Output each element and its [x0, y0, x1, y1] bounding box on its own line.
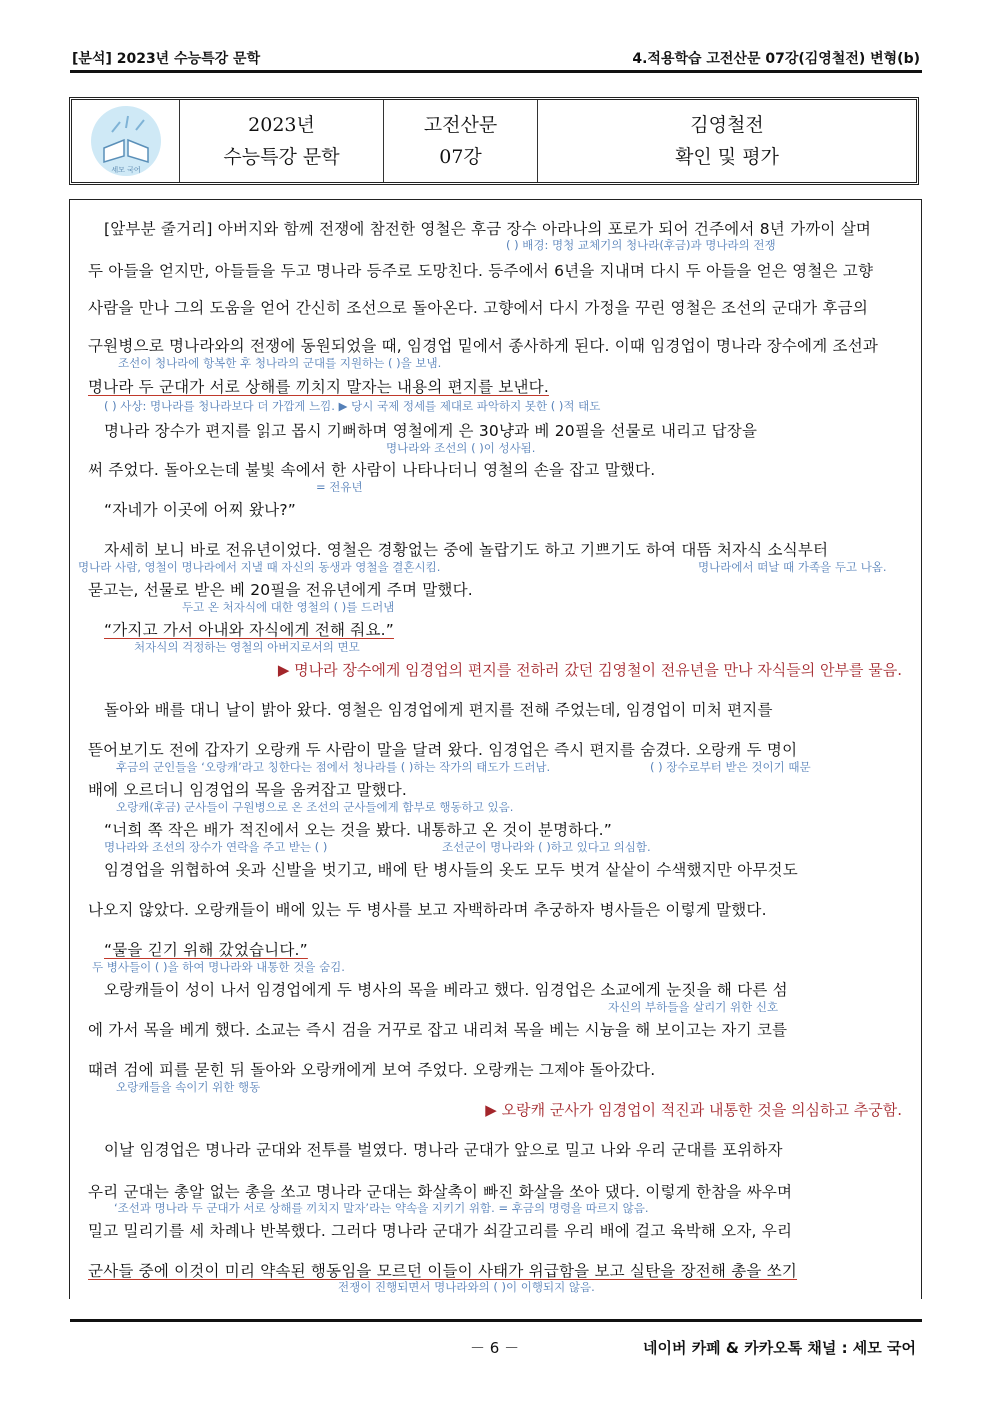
title-col-work	[538, 100, 916, 182]
title-lesson: 07강	[439, 146, 482, 168]
annotation: 두 병사들이 ( )을 하여 명나라와 내통한 것을 숨김.	[92, 960, 345, 974]
annotation: ‘조선과 명나라 두 군대가 서로 상해를 끼치지 말자’라는 약속을 지키기 위함. = 후금의 명령을 따르지 않음.	[114, 1201, 649, 1215]
passage-line: 임경업을 위협하여 옷과 신발을 벗기고, 배에 탄 병사들의 옷도 모두 벗겨 샅샅이 수색했지만 아무것도	[104, 861, 798, 879]
passage-line: “물을 긷기 위해 갔었습니다.”	[104, 941, 308, 959]
title-box	[69, 97, 919, 185]
annotation: 후금의 군인들을 ‘오랑캐’라고 칭한다는 점에서 청나라를 ( )하는 작가의 태도가 드러남.	[116, 760, 551, 774]
header-rule	[70, 70, 922, 73]
page-number: － 6 －	[470, 1339, 520, 1357]
passage-line: 나오지 않았다. 오랑캐들이 배에 있는 두 병사를 보고 자백하라며 추궁하자 병사들은 이렇게 말했다.	[88, 901, 767, 919]
passage-line: 명나라 두 군대가 서로 상해를 끼치지 말자는 내용의 편지를 보낸다.	[88, 378, 549, 396]
passage-line: 밀고 밀리기를 세 차례나 반복했다. 그러다 명나라 군대가 쇠갈고리를 우리 배에 걸고 육박해 오자, 우리	[88, 1222, 793, 1240]
annotation: 조선이 청나라에 항복한 후 청나라의 군대를 지원하는 ( )을 보냄.	[118, 356, 442, 370]
summary-1: ▶ 명나라 장수에게 임경업의 편지를 전하러 갔던 김영철이 전유년을 만나 자식들의 안부를 물음.	[277, 661, 902, 679]
passage-line: 두 아들을 얻지만, 아들들을 두고 명나라 등주로 도망친다. 등주에서 6년을 지내며 다시 두 아들을 얻은 영철은 고향	[88, 262, 874, 280]
annotation: 명나라와 조선의 장수가 연락을 주고 받는 ( )	[104, 840, 328, 854]
passage-line: 이날 임경업은 명나라 군대와 전투를 벌였다. 명나라 군대가 앞으로 밀고 나와 우리 군대를 포위하자	[104, 1141, 783, 1159]
annotation: 오랑캐들을 속이기 위한 행동	[116, 1080, 261, 1094]
passage-line: 명나라 장수가 편지를 읽고 몹시 기뻐하며 영철에게 은 30냥과 베 20필을 선물로 내리고 답장을	[104, 422, 758, 440]
book-logo-icon	[84, 104, 168, 178]
passage-line: “너희 쪽 작은 배가 적진에서 오는 것을 봤다. 내통하고 온 것이 분명하다.”	[104, 821, 612, 839]
passage-line: 사람을 만나 그의 도움을 얻어 간신히 조선으로 돌아온다. 고향에서 다시 가정을 꾸린 영철은 조선의 군대가 후금의	[88, 299, 868, 317]
passage-line: 돌아와 배를 대니 날이 밝아 왔다. 영철은 임경업에게 편지를 전해 주었는데, 임경업이 미처 편지를	[104, 701, 773, 719]
annotation: 전쟁이 진행되면서 명나라와의 ( )이 이행되지 않음.	[338, 1280, 595, 1294]
title-work: 김영철전	[690, 114, 764, 136]
annotation: 오랑캐(후금) 군사들이 구원병으로 온 조선의 군사들에게 함부로 행동하고 있음.	[116, 800, 514, 814]
annotation: 명나라에서 떠날 때 가족을 두고 나옴.	[698, 560, 887, 574]
logo-cell	[72, 100, 180, 182]
passage-line: 배에 오르더니 임경업의 목을 움켜잡고 말했다.	[88, 781, 408, 799]
footer-brand: 네이버 카페 & 카카오톡 채널 : 세모 국어	[643, 1339, 916, 1357]
footer-rule	[70, 1319, 922, 1322]
annotation: = 전유년	[316, 480, 363, 494]
annotation: 명나라 사람, 영철이 명나라에서 지낼 때 자신의 동생과 영철을 결혼시킴.	[78, 560, 441, 574]
passage-line: “가지고 가서 아내와 자식에게 전해 줘요.”	[104, 621, 394, 639]
header-left: [분석] 2023년 수능특강 문학	[72, 51, 261, 67]
title-book: 수능특강 문학	[223, 146, 340, 168]
title-purpose: 확인 및 평가	[675, 146, 779, 168]
annotation: 두고 온 처자식에 대한 영철의 ( )를 드러냄	[182, 600, 395, 614]
passage-line: “자네가 이곳에 어찌 왔나?”	[104, 501, 296, 519]
title-genre: 고전산문	[423, 114, 498, 136]
header-right: 4.적용학습 고전산문 07강(김영철전) 변형(b)	[632, 51, 920, 67]
annotation: ( ) 장수로부터 받은 것이기 때문	[650, 760, 811, 774]
title-year: 2023년	[248, 114, 315, 136]
annotation: ( ) 배경: 명청 교체기의 청나라(후금)과 명나라의 전쟁	[506, 238, 776, 252]
annotation: 자신의 부하들을 살리기 위한 신호	[608, 1000, 779, 1014]
annotation: 명나라와 조선의 ( )이 성사됨.	[386, 441, 536, 455]
passage-line: 오랑캐들이 성이 나서 임경업에게 두 병사의 목을 베라고 했다. 임경업은 소교에게 눈짓을 해 다른 섬	[104, 981, 788, 999]
passage-line: [앞부분 줄거리] 아버지와 함께 전쟁에 참전한 영철은 후금 장수 아라나의 포로가 되어 건주에서 8년 가까이 살며	[104, 220, 872, 238]
logo-label: 세모 국어	[110, 166, 141, 174]
passage-line: 뜯어보기도 전에 갑자기 오랑캐 두 사람이 말을 달려 왔다. 임경업은 즉시 편지를 숨겼다. 오랑캐 두 명이	[88, 741, 798, 759]
title-col-year	[180, 100, 384, 182]
title-col-unit	[384, 100, 538, 182]
passage-line: 우리 군대는 총알 없는 총을 쏘고 명나라 군대는 화살촉이 빠진 화살을 쏘아 댔다. 이렇게 한참을 싸우며	[88, 1183, 793, 1201]
passage-line: 때려 검에 피를 묻힌 뒤 돌아와 오랑캐에게 보여 주었다. 오랑캐는 그제야 돌아갔다.	[88, 1061, 656, 1079]
annotation: 처자식의 걱정하는 영철의 아버지로서의 면모	[134, 640, 360, 654]
summary-2: ▶ 오랑캐 군사가 임경업이 적진과 내통한 것을 의심하고 추궁함.	[485, 1101, 902, 1119]
annotation: ( ) 사상: 명나라를 청나라보다 더 가깝게 느낌. ▶ 당시 국제 정세를 제대로 파악하지 못한 ( )적 태도	[104, 399, 601, 413]
passage-line: 써 주었다. 돌아오는데 불빛 속에서 한 사람이 나타나더니 영철의 손을 잡고 말했다.	[88, 461, 656, 479]
passage-line: 구원병으로 명나라와의 전쟁에 동원되었을 때, 임경업 밑에서 종사하게 된다. 이때 임경업이 명나라 장수에게 조선과	[88, 337, 879, 355]
passage-line: 자세히 보니 바로 전유년이었다. 영철은 경황없는 중에 놀랍기도 하고 기쁘기도 하여 대뜸 처자식 소식부터	[104, 541, 829, 559]
annotation: 조선군이 명나라와 ( )하고 있다고 의심함.	[442, 840, 651, 854]
passage-line: 묻고는, 선물로 받은 베 20필을 전유년에게 주며 말했다.	[88, 581, 473, 599]
passage-line: 군사들 중에 이것이 미리 약속된 행동임을 모르던 이들이 사태가 위급함을 보고 실탄을 장전해 총을 쏘기	[88, 1262, 798, 1280]
page-header	[72, 42, 920, 68]
passage-line: 에 가서 목을 베게 했다. 소교는 즉시 검을 거꾸로 잡고 내리쳐 목을 베는 시늉을 해 보이고는 자기 코를	[88, 1021, 788, 1039]
